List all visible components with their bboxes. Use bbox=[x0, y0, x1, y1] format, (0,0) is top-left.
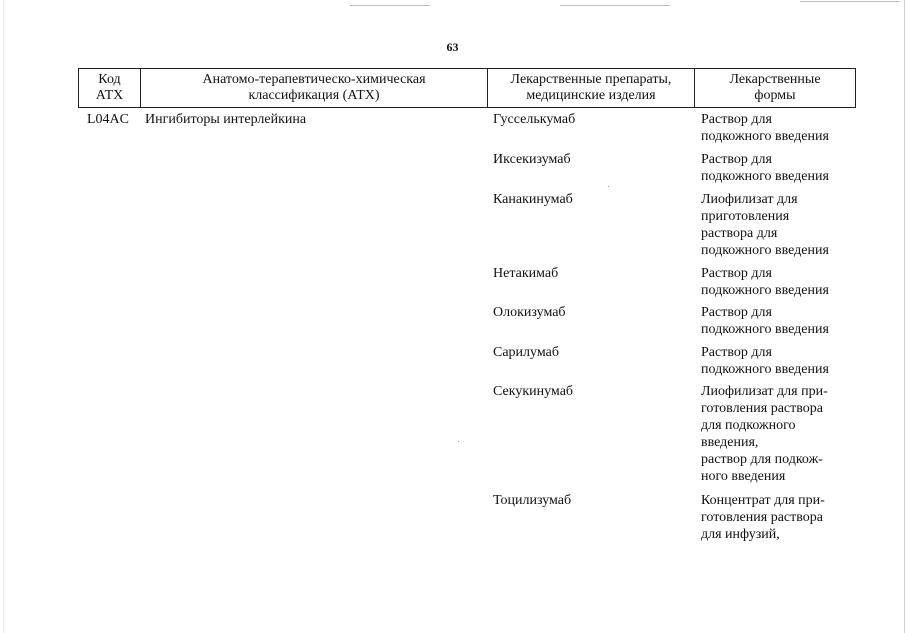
drug-name: Иксекизумаб bbox=[493, 152, 571, 167]
drug-name: Канакинумаб bbox=[493, 192, 573, 207]
drug-name: Гусселькумаб bbox=[493, 112, 576, 127]
scan-speck bbox=[458, 441, 459, 442]
scan-artifact-line bbox=[560, 5, 670, 6]
drug-name: Сарилумаб bbox=[493, 345, 559, 360]
header-code: Код АТХ bbox=[79, 69, 141, 107]
atc-code: L04AC bbox=[87, 112, 129, 127]
header-classification: Анатомо-терапевтическо-химическая классификация (АТХ) bbox=[141, 69, 488, 107]
drug-name: Тоцилизумаб bbox=[493, 493, 572, 508]
drug-form: Лиофилизат для при- готовления раствора для подкожного введения, раствор для подкож- ного введения bbox=[701, 384, 828, 484]
drug-name: Нетакимаб bbox=[493, 266, 559, 281]
drug-form: Лиофилизат для приготовления раствора для подкожного введения bbox=[701, 192, 829, 258]
drug-form: Раствор для подкожного введения bbox=[701, 305, 829, 337]
page-edge bbox=[3, 0, 4, 633]
drug-form: Раствор для подкожного введения bbox=[701, 112, 829, 144]
scan-speck bbox=[608, 186, 609, 187]
drug-form: Раствор для подкожного введения bbox=[701, 345, 829, 377]
scan-artifact-line bbox=[800, 1, 900, 2]
table-header bbox=[78, 68, 856, 108]
drug-name: Олокизумаб bbox=[493, 305, 566, 320]
drug-form: Раствор для подкожного введения bbox=[701, 152, 829, 184]
header-forms: Лекарственные формы bbox=[729, 72, 821, 103]
drug-form: Концентрат для при- готовления раствора для инфузий, bbox=[701, 493, 825, 542]
drug-name: Секукинумаб bbox=[493, 384, 574, 399]
header-drugs: Лекарственные препараты, медицинские изделия bbox=[488, 69, 695, 107]
atc-group-name: Ингибиторы интерлейкина bbox=[145, 112, 307, 127]
drug-form: Раствор для подкожного введения bbox=[701, 266, 829, 298]
page-number: 63 bbox=[446, 40, 459, 54]
scan-artifact-line bbox=[350, 5, 430, 6]
